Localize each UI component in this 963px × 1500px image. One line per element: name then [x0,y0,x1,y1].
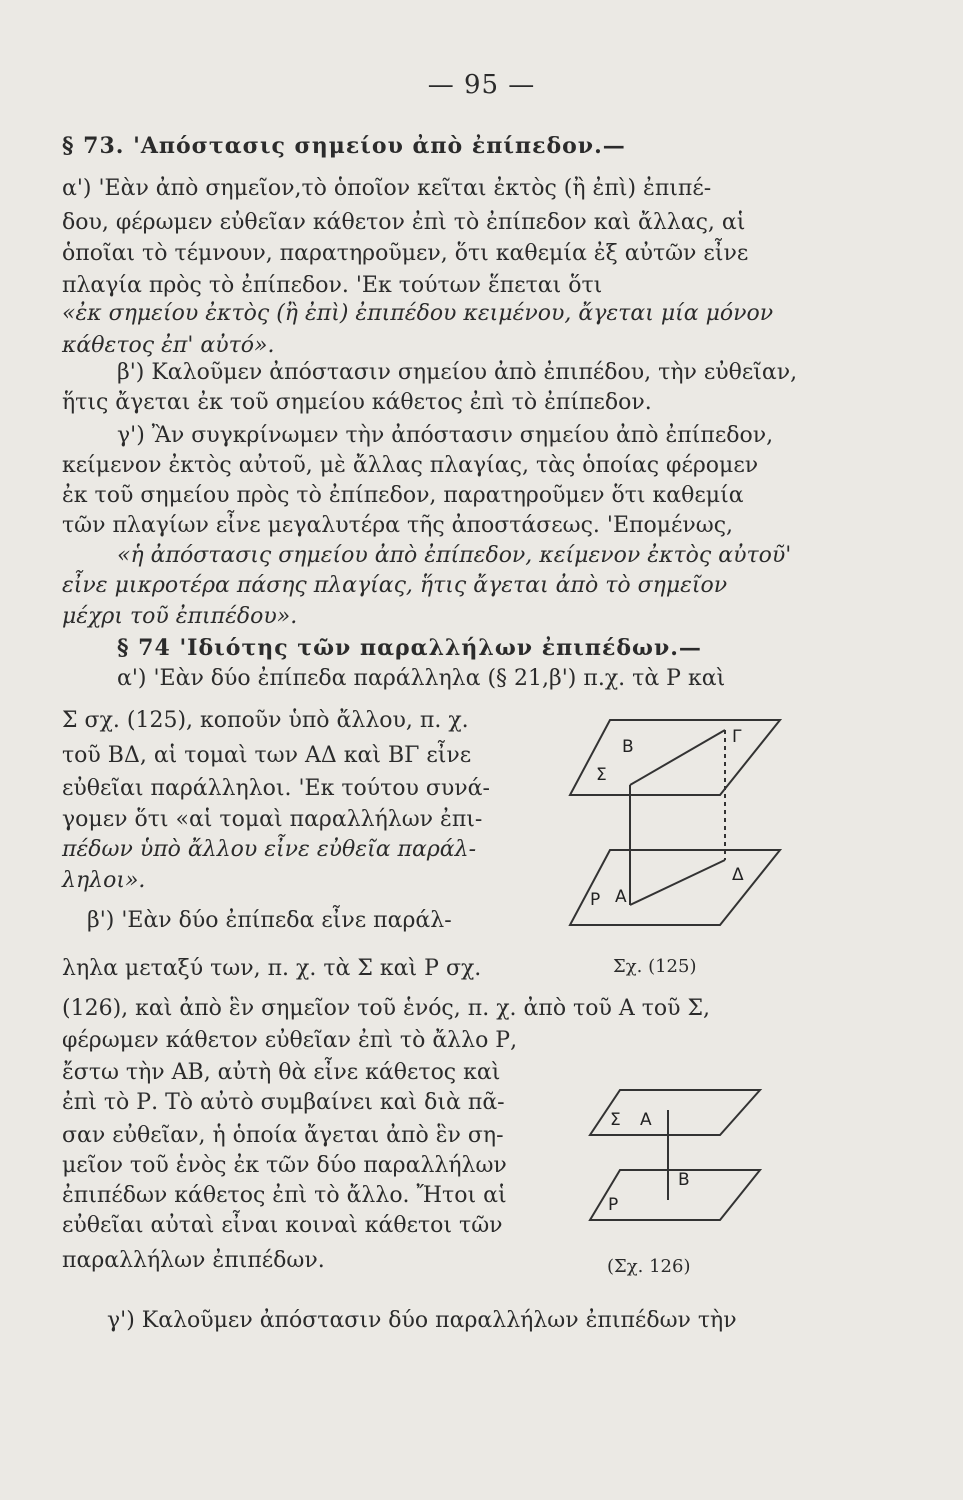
figure-125-drawing [560,700,800,930]
text-line: κείμενον ἐκτὸς αὐτοῦ, μὲ ἄλλας πλαγίας, τὰς ὁποίας φέρομεν [62,453,759,478]
figure-126-drawing [590,1080,770,1230]
text-line: (126), καὶ ἀπὸ ἓν σημεῖον τοῦ ἑνός, π. χ. ἀπὸ τοῦ Α τοῦ Σ, [62,996,711,1021]
figure-125-caption: Σχ. (125) [613,956,697,977]
text-line: πέδων ὑπὸ ἄλλου εἶνε εὐθεῖα παράλ- [62,837,477,862]
text-line: ληλοι». [62,868,146,893]
text-line: α') 'Εὰν ἀπὸ σημεῖον,τὸ ὁποῖον κεῖται ἐκτὸς (ἢ ἐπὶ) ἐπιπέ- [62,176,712,201]
text-line: «ἡ ἀπόστασις σημείου ἀπὸ ἐπίπεδον, κείμενον ἐκτὸς αὐτοῦ' [117,543,792,568]
text-line: γ') Ἂν συγκρίνωμεν τὴν ἀπόστασιν σημείου ἀπὸ ἐπίπεδον, [117,423,774,448]
label-P: Ρ [590,890,601,910]
intersection-line-bottom [630,860,725,905]
page-number: — 95 — [427,70,536,100]
text-line: β') Καλοῦμεν ἀπόστασιν σημείου ἀπὸ ἐπιπέδου, τὴν εὐθεῖαν, [117,360,798,385]
text-line: ἐκ τοῦ σημείου πρὸς τὸ ἐπίπεδον, παρατηροῦμεν ὅτι καθεμία [62,483,744,508]
text-line: μέχρι τοῦ ἐπιπέδου». [62,604,298,629]
text-line: γομεν ὅτι «αἱ τομαὶ παραλλήλων ἐπι- [62,807,483,832]
text-line: σαν εὐθεῖαν, ἡ ὁποία ἄγεται ἀπὸ ἓν ση- [62,1123,504,1148]
label-B: Β [678,1170,690,1190]
text-line: ὁποῖαι τὸ τέμνουν, παρατηροῦμεν, ὅτι καθεμία ἐξ αὐτῶν εἶνε [62,241,749,266]
label-S: Σ [610,1110,621,1130]
label-A: Α [640,1110,652,1130]
label-A: Α [615,887,627,907]
intersection-line-top [630,730,725,785]
plane-rho [570,850,780,925]
section-heading: § 74 'Ιδιότης τῶν παραλλήλων ἐπιπέδων.— [117,635,702,661]
text-line: μεῖον τοῦ ἑνὸς ἐκ τῶν δύο παραλλήλων [62,1153,507,1178]
text-line: εὐθεῖαι αὐταὶ εἶναι κοιναὶ κάθετοι τῶν [62,1213,503,1238]
text-line: φέρωμεν κάθετον εὐθεῖαν ἐπὶ τὸ ἄλλο Ρ, [62,1028,518,1053]
section-heading: § 73. 'Απόστασις σημείου ἀπὸ ἐπίπεδον.— [62,133,626,159]
figure-126 [590,1080,770,1230]
text-line: «ἐκ σημείου ἐκτὸς (ἢ ἐπὶ) ἐπιπέδου κειμένου, ἄγεται μία μόνον [62,301,774,326]
figure-125 [560,700,800,930]
text-line: γ') Καλοῦμεν ἀπόστασιν δύο παραλλήλων ἐπιπέδων τὴν [107,1308,737,1333]
label-G: Γ [732,727,742,747]
figure-126-caption: (Σχ. 126) [607,1256,691,1277]
text-line: τοῦ ΒΔ, αἱ τομαὶ των ΑΔ καὶ ΒΓ εἶνε [62,743,472,768]
text-line: κάθετος ἐπ' αὐτό». [62,333,275,358]
label-P: Ρ [608,1195,619,1215]
text-line: πλαγία πρὸς τὸ ἐπίπεδον. 'Εκ τούτων ἕπεται ὅτι [62,273,603,298]
text-line: ἐπιπέδων κάθετος ἐπὶ τὸ ἄλλο. Ἤτοι αἱ [62,1183,507,1208]
text-line: β') 'Εὰν δύο ἐπίπεδα εἶνε παράλ- [87,908,452,933]
label-B: Β [622,737,634,757]
text-line: εἶνε μικροτέρα πάσης πλαγίας, ἥτις ἄγεται ἀπὸ τὸ σημεῖον [62,573,728,598]
label-D: Δ [732,865,744,885]
text-line: δου, φέρωμεν εὐθεῖαν κάθετον ἐπὶ τὸ ἐπίπεδον καὶ ἄλλας, αἱ [62,210,746,235]
text-line: ἔστω τὴν ΑΒ, αὐτὴ θὰ εἶνε κάθετος καὶ [62,1060,501,1085]
text-line: παραλλήλων ἐπιπέδων. [62,1248,325,1273]
text-line: ἐπὶ τὸ Ρ. Τὸ αὐτὸ συμβαίνει καὶ διὰ πᾶ- [62,1090,505,1115]
text-line: ἥτις ἄγεται ἐκ τοῦ σημείου κάθετος ἐπὶ τὸ ἐπίπεδον. [62,390,652,415]
text-line: ληλα μεταξύ των, π. χ. τὰ Σ καὶ Ρ σχ. [62,956,482,981]
text-line: Σ σχ. (125), κοποῦν ὑπὸ ἄλλου, π. χ. [62,708,469,733]
label-S: Σ [596,765,607,785]
text-line: εὐθεῖαι παράλληλοι. 'Εκ τούτου συνά- [62,776,490,801]
text-line: α') 'Εὰν δύο ἐπίπεδα παράλληλα (§ 21,β') π.χ. τὰ Ρ καὶ [117,666,726,691]
text-line: τῶν πλαγίων εἶνε μεγαλυτέρα τῆς ἀποστάσεως. 'Επομένως, [62,513,734,538]
